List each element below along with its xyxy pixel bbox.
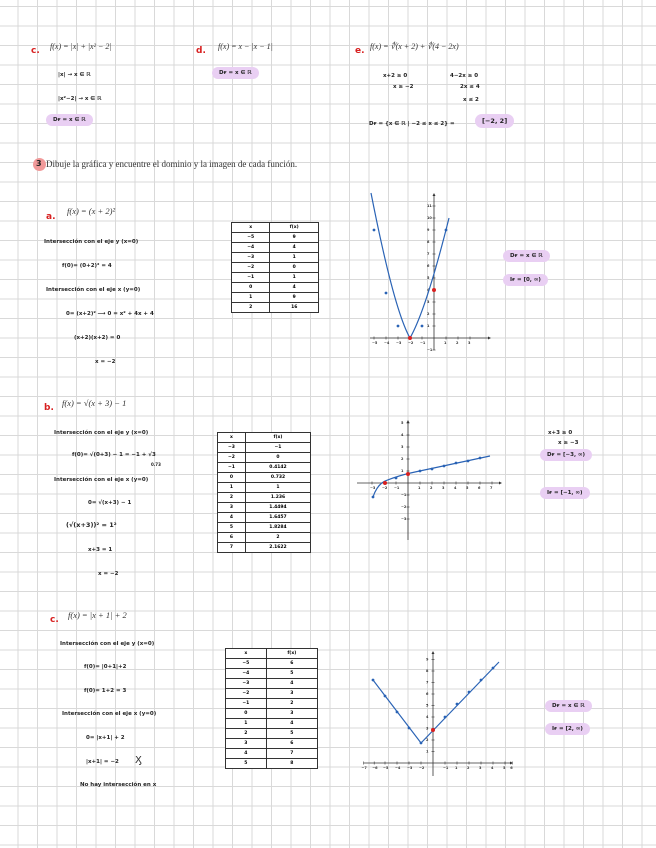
y-tick-label: 4 <box>427 288 430 293</box>
item-c-line2: |x²−2| → x ∈ ℝ <box>58 96 102 102</box>
x-tick-label: 1 <box>455 766 458 770</box>
table-b <box>217 432 311 553</box>
x-tick-label: 4 <box>454 486 457 490</box>
table-cell: 1 <box>270 253 319 263</box>
y-tick-label: 8 <box>426 669 429 674</box>
x-tick-label: −6 <box>372 766 378 770</box>
y-tick-label: 1 <box>427 324 430 329</box>
item-d-domain: Dғ = x ∈ ℝ <box>212 67 259 79</box>
y-tick-label: −3 <box>401 517 407 522</box>
x-axis-arrow <box>488 337 491 340</box>
table-header: x <box>232 223 270 233</box>
question-text: Dibuje la gráfica y encuentre el dominio y la imagen de cada función. <box>46 159 298 169</box>
parabola-curve <box>371 193 449 338</box>
table-a <box>231 222 319 313</box>
curve-point <box>385 292 388 295</box>
x-tick-label: −3 <box>370 486 376 490</box>
curve-point <box>395 477 398 480</box>
curve-point <box>419 470 422 473</box>
item-c-letter: c. <box>31 46 40 56</box>
y-tick-label: 11 <box>427 204 432 209</box>
part-c-domain: Dғ = x ∈ ℝ <box>545 700 592 712</box>
x-tick-label: 2 <box>430 486 433 490</box>
part-a-step: (x+2)(x+2) = 0 <box>74 335 121 341</box>
x-tick-label: 3 <box>479 766 482 770</box>
table-header: f(x) <box>270 223 319 233</box>
x-tick-label: −2 <box>382 486 388 490</box>
part-b-step: Intersección con el eje x (y=0) <box>54 477 149 483</box>
part-a-formula: f(x) = (x + 2)² <box>67 206 115 216</box>
curve-point <box>456 703 459 706</box>
table-header: x <box>226 649 267 659</box>
x-tick-label: 7 <box>490 486 493 490</box>
part-c-step: |x+1| = −2 <box>86 759 119 765</box>
part-c-step: 0= |x+1| + 2 <box>86 735 125 741</box>
table-cell: −2 <box>232 263 270 273</box>
x-tick-label: 6 <box>510 766 513 770</box>
table-cell: −3 <box>232 253 270 263</box>
table-cell: 1.236 <box>245 493 310 503</box>
x-tick-label: −4 <box>384 341 390 345</box>
curve-point <box>479 457 482 460</box>
y-tick-label: 8 <box>427 240 430 245</box>
table-cell: 4 <box>266 719 317 729</box>
table-cell: 1.6457 <box>245 513 310 523</box>
x-tick-label: −3 <box>407 766 413 770</box>
item-c-formula: f(x) = |x| + |x² − 2| <box>50 42 112 51</box>
part-a-step: f(0)= (0+2)² = 4 <box>62 263 112 269</box>
y-tick-label: 10 <box>427 216 432 221</box>
item-d-formula: f(x) = x − |x − 1| <box>218 42 273 51</box>
sqrt-curve <box>373 456 490 497</box>
table-cell: 6 <box>266 659 317 669</box>
table-cell: 5 <box>226 759 267 769</box>
table-cell: −3 <box>218 443 246 453</box>
x-tick-label: −2 <box>408 341 414 345</box>
x-axis-arrow <box>510 762 513 765</box>
curve-point <box>384 695 387 698</box>
y-tick-label: 6 <box>427 264 430 269</box>
x-tick-label: −1 <box>420 341 426 345</box>
item-e-cond4: 2x ≤ 4 <box>460 84 480 90</box>
x-tick-label: 3 <box>468 341 471 345</box>
y-intercept-point <box>406 472 410 476</box>
x-tick-label: 2 <box>467 766 470 770</box>
part-c-step: Intersección con el eje y (x=0) <box>60 641 155 647</box>
table-cell: −1 <box>226 699 267 709</box>
part-b-domain: Dғ = [−3, ∞) <box>540 449 592 461</box>
item-e-formula: f(x) = ∜(x + 2) + ∜(4 − 2x) <box>370 42 459 51</box>
table-cell: 2 <box>226 729 267 739</box>
table-cell: 4 <box>226 749 267 759</box>
x-intercept-point <box>383 481 387 485</box>
item-c-domain: Dғ = x ∈ ℝ <box>46 114 93 126</box>
graph-b <box>355 415 505 545</box>
part-c-letter: c. <box>50 615 59 625</box>
x-tick-label: 5 <box>466 486 469 490</box>
curve-point <box>443 465 446 468</box>
part-a-domain: Dғ = x ∈ ℝ <box>503 250 550 262</box>
abs-curve <box>373 662 499 743</box>
curve-point <box>420 742 423 745</box>
table-cell: 5 <box>266 729 317 739</box>
graph-a <box>360 190 495 355</box>
y-axis-arrow <box>432 651 435 654</box>
item-e-cond3: x ≥ −2 <box>393 84 414 90</box>
table-cell: 2 <box>266 699 317 709</box>
part-c-step: f(0)= 1+2 = 3 <box>84 688 127 694</box>
y-tick-label: 7 <box>426 680 429 685</box>
y-tick-label: 3 <box>401 445 404 450</box>
x-tick-label: 2 <box>456 341 459 345</box>
item-e-letter: e. <box>355 46 365 56</box>
item-e-cond2: 4−2x ≥ 0 <box>450 73 479 79</box>
table-cell: −1 <box>232 273 270 283</box>
curve-point <box>372 496 375 499</box>
table-header: f(x) <box>266 649 317 659</box>
table-cell: 1 <box>245 483 310 493</box>
table-cell: −1 <box>218 463 246 473</box>
x-tick-label: 1 <box>444 341 447 345</box>
curve-point <box>396 711 399 714</box>
y-tick-label: 1 <box>401 469 404 474</box>
part-b-condition: x ≥ −3 <box>558 440 579 446</box>
table-cell: 16 <box>270 303 319 313</box>
table-cell: 4 <box>266 679 317 689</box>
contradiction-icon: Ӽ <box>135 755 142 766</box>
table-cell: 6 <box>266 739 317 749</box>
y-tick-label: 6 <box>426 692 429 697</box>
y-tick-label: 4 <box>426 715 429 720</box>
table-cell: 3 <box>266 709 317 719</box>
item-c-line1: |x| → x ∈ ℝ <box>58 72 91 78</box>
y-tick-label: 1 <box>426 749 429 754</box>
table-cell: −5 <box>226 659 267 669</box>
x-tick-label: −5 <box>372 341 378 345</box>
table-cell: −3 <box>226 679 267 689</box>
x-tick-label: 1 <box>418 486 421 490</box>
x-tick-label: −5 <box>383 766 389 770</box>
table-cell: 2 <box>245 533 310 543</box>
part-b-step: 0= √(x+3) − 1 <box>88 500 132 506</box>
table-cell: 0 <box>245 453 310 463</box>
table-cell: 3 <box>266 689 317 699</box>
x-intercept-point <box>408 336 412 340</box>
table-cell: 2 <box>232 303 270 313</box>
part-a-step: 0= (x+2)² ⟶ 0 = x² + 4x + 4 <box>66 311 154 317</box>
y-axis-arrow <box>407 420 410 423</box>
table-cell: 4 <box>218 513 246 523</box>
part-b-letter: b. <box>44 403 54 413</box>
x-tick-label: −2 <box>419 766 425 770</box>
table-cell: 0 <box>232 283 270 293</box>
table-cell: 3 <box>218 503 246 513</box>
part-b-step: f(0)= √(0+3) − 1 = −1 + √3 <box>72 452 156 458</box>
part-b-formula: f(x) = √(x + 3) − 1 <box>62 398 127 408</box>
table-cell: 2.1622 <box>245 543 310 553</box>
table-cell: −2 <box>226 689 267 699</box>
y-tick-label: 2 <box>426 738 429 743</box>
x-axis-arrow <box>499 482 502 485</box>
table-cell: 0.732 <box>245 473 310 483</box>
curve-point <box>480 679 483 682</box>
table-cell: 1.4494 <box>245 503 310 513</box>
table-cell: −4 <box>226 669 267 679</box>
curve-point <box>421 325 424 328</box>
x-tick-label: −1 <box>394 486 400 490</box>
table-cell: −5 <box>232 233 270 243</box>
x-tick-label: −4 <box>395 766 401 770</box>
curve-point <box>467 460 470 463</box>
table-cell: 0.4142 <box>245 463 310 473</box>
y-tick-label: 4 <box>401 433 404 438</box>
part-a-letter: a. <box>46 212 56 222</box>
table-cell: −2 <box>218 453 246 463</box>
y-tick-label: 7 <box>427 252 430 257</box>
y-intercept-point <box>431 728 435 732</box>
table-cell: 9 <box>270 293 319 303</box>
table-cell: 5 <box>266 669 317 679</box>
part-b-note: 0.73 <box>151 462 161 467</box>
table-cell: 7 <box>218 543 246 553</box>
table-cell: 2 <box>218 493 246 503</box>
item-e-domain: Dғ = {x ∈ ℝ | −2 ≤ x ≤ 2} = <box>369 121 455 127</box>
table-cell: 0 <box>270 263 319 273</box>
part-c-formula: f(x) = |x + 1| + 2 <box>68 610 127 620</box>
item-d-letter: d. <box>196 46 206 56</box>
x-tick-label: 5 <box>503 766 506 770</box>
part-c-step: f(0)= |0+1|+2 <box>84 664 127 670</box>
table-header: f(x) <box>245 433 310 443</box>
y-tick-label: 5 <box>427 276 430 281</box>
table-cell: −1 <box>245 443 310 453</box>
curve-point <box>444 716 447 719</box>
table-cell: 6 <box>218 533 246 543</box>
y-tick-label: 5 <box>426 703 429 708</box>
table-cell: 5 <box>218 523 246 533</box>
curve-point <box>455 462 458 465</box>
table-cell: 3 <box>226 739 267 749</box>
part-a-step: x = −2 <box>95 359 116 365</box>
question-number-badge: 3 <box>33 158 46 171</box>
table-cell: 1 <box>232 293 270 303</box>
part-b-step: (√(x+3))² = 1² <box>66 521 117 529</box>
part-b-condition: x+3 ≥ 0 <box>548 430 573 436</box>
part-b-step: x+3 = 1 <box>88 547 113 553</box>
part-b-step: x = −2 <box>98 571 119 577</box>
table-cell: 1.8284 <box>245 523 310 533</box>
part-a-image: Iғ = [0, ∞) <box>503 274 548 286</box>
y-tick-label: −1 <box>401 493 407 498</box>
table-cell: 4 <box>270 283 319 293</box>
curve-point <box>373 229 376 232</box>
table-cell: −4 <box>232 243 270 253</box>
y-tick-label: 3 <box>427 300 430 305</box>
y-axis-arrow <box>433 193 436 196</box>
part-c-image: Iғ = [2, ∞) <box>545 723 590 735</box>
table-c <box>225 648 318 769</box>
table-cell: 8 <box>266 759 317 769</box>
table-cell: 0 <box>218 473 246 483</box>
curve-point <box>372 679 375 682</box>
table-cell: 4 <box>270 243 319 253</box>
item-e-cond1: x+2 ≥ 0 <box>383 73 408 79</box>
y-tick-label: −2 <box>401 505 407 510</box>
part-a-step: Intersección con el eje y (x=0) <box>44 239 139 245</box>
part-c-step: Intersección con el eje x (y=0) <box>62 711 157 717</box>
y-tick-label: 5 <box>401 421 404 426</box>
x-tick-label: 6 <box>478 486 481 490</box>
table-cell: 1 <box>218 483 246 493</box>
y-intercept-point <box>432 288 436 292</box>
x-tick-label: 3 <box>442 486 445 490</box>
graph-c <box>362 648 517 783</box>
x-tick-label: 4 <box>491 766 494 770</box>
part-b-image: Iғ = [−1, ∞) <box>540 487 590 499</box>
curve-point <box>445 229 448 232</box>
item-e-interval: [−2, 2] <box>475 114 514 128</box>
y-tick-label: 2 <box>427 312 430 317</box>
table-cell: 1 <box>270 273 319 283</box>
curve-point <box>492 667 495 670</box>
part-b-step: Intersección con el eje y (x=0) <box>54 430 149 436</box>
curve-point <box>408 727 411 730</box>
table-cell: 7 <box>266 749 317 759</box>
x-tick-label: −7 <box>361 766 367 770</box>
table-cell: 0 <box>226 709 267 719</box>
curve-point <box>431 468 434 471</box>
x-tick-label: −1 <box>443 766 449 770</box>
table-cell: 9 <box>270 233 319 243</box>
item-e-cond5: x ≤ 2 <box>463 97 479 103</box>
curve-point <box>468 691 471 694</box>
y-tick-label: 3 <box>426 726 429 731</box>
table-header: x <box>218 433 246 443</box>
x-tick-label: −3 <box>396 341 402 345</box>
y-tick-label: 9 <box>427 228 430 233</box>
y-tick-label: 9 <box>426 657 429 662</box>
y-tick-label: 2 <box>401 457 404 462</box>
part-c-step: No hay intersección en x <box>80 782 157 788</box>
part-a-step: Intersección con el eje x (y=0) <box>46 287 141 293</box>
curve-point <box>397 325 400 328</box>
y-tick-label: −1 <box>427 348 433 353</box>
table-cell: 1 <box>226 719 267 729</box>
